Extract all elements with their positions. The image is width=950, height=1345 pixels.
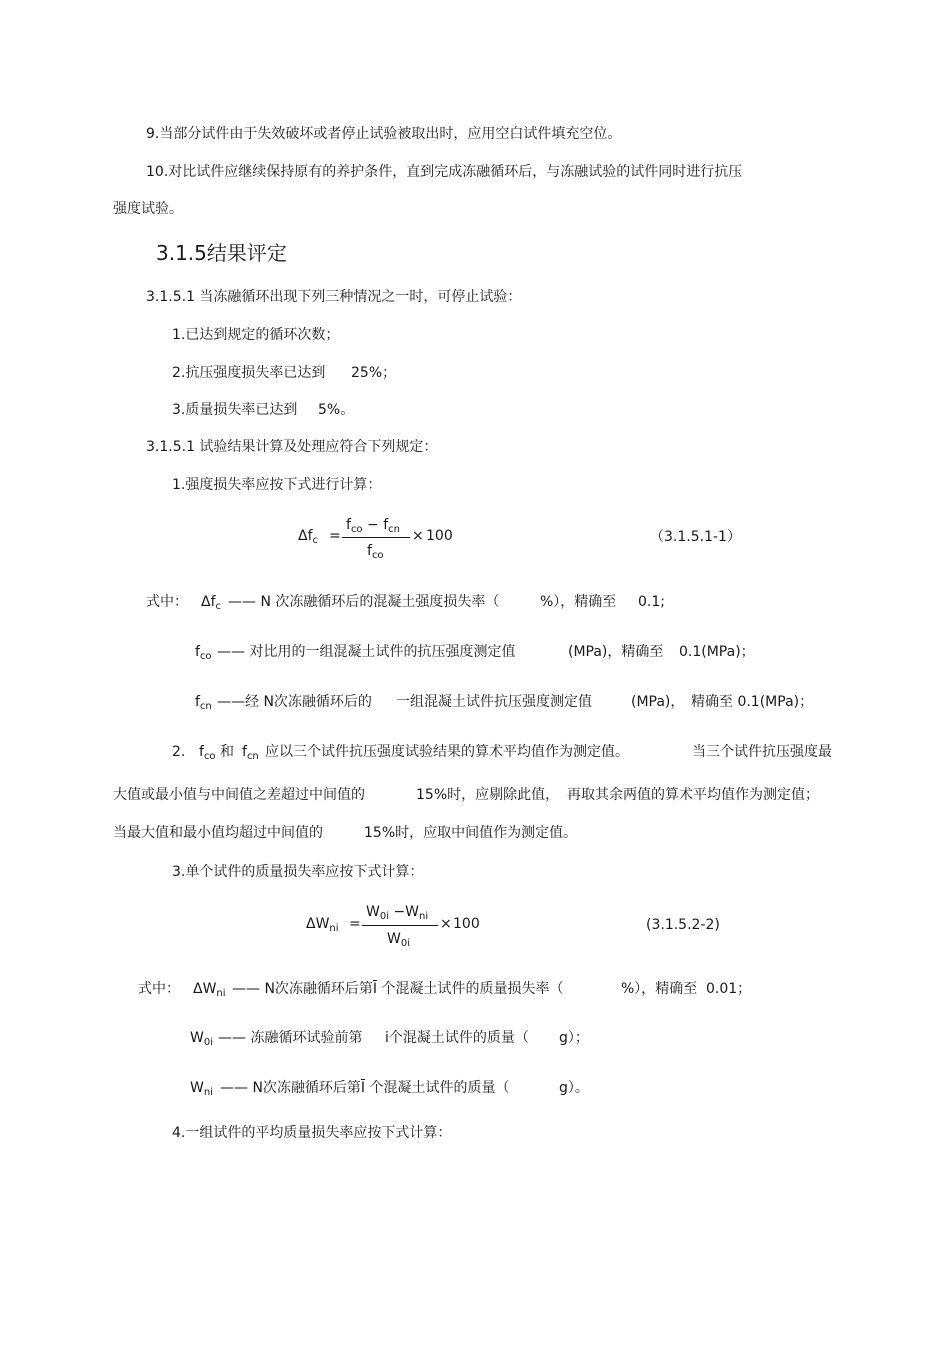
eq2-constant: 100 [453,916,480,932]
condition-3: 3.质量损失率已达到 [172,402,298,418]
clause-3-1-5-1-b: 3.1.5.1 试验结果计算及处理应符合下列规定： [146,439,438,455]
where3-text2: 一组混凝土试件抗压强度测定值 [396,694,592,710]
where3-text1: ——经 N次冻融循环后的 [217,694,372,710]
item-10-line1: 10.对比试件应继续保持原有的养护条件，直到完成冻融循环后，与冻融试验的试件同时进行抗压 [146,164,743,180]
eq2-numerator: $W_{0i} -W_{ni}$ [366,904,429,922]
where5-symbol: $W_{0i}$ [190,1030,213,1048]
condition-2-value: 25%； [351,365,397,381]
where1-symbol: $\Delta f_c$ [201,594,222,612]
where3-unit: (MPa)， [631,694,685,710]
item2-number: 2. [172,744,186,760]
calc-item-3: 3.单个试件的质量损失率应按下式计算： [172,864,424,880]
eq2-denominator: $W_{0i}$ [387,931,410,949]
eq2-label: (3.1.5.2-2) [646,917,720,933]
item2-symbol-fcn: $f_{cn}$ [242,744,259,762]
where-lead-2: 式中： [138,981,180,997]
eq1-equals: = [329,528,341,544]
eq1-denominator: $f_{co}$ [367,543,384,561]
eq2-lhs: $\Delta W_{ni}$ [306,916,339,934]
eq1-numerator: $f_{co} - f_{cn}$ [346,517,400,535]
where1-unit: %），精确至 [540,594,617,610]
where6-unit: g）。 [559,1080,589,1096]
calc-item-1: 1.强度损失率应按下式进行计算： [172,477,382,493]
where1-precision: 0.1; [638,594,665,610]
where4-precision: 0.01； [706,981,752,997]
eq1-label: （3.1.5.1-1） [650,529,741,545]
where2-unit: (MPa)，精确至 [568,644,664,660]
eq2-equals: = [349,916,361,932]
where1-text: —— N 次冻融循环后的混凝土强度损失率（ [228,594,500,610]
item-10-line2: 强度试验。 [113,201,183,217]
item2-line3-a: 当最大值和最小值均超过中间值的 [113,825,323,841]
eq1-constant: 100 [426,528,453,544]
where4-unit: %），精确至 [621,981,698,997]
where2-symbol: $f_{co}$ [195,644,212,662]
item2-line2-c: 再取其余两值的算术平均值作为测定值； [567,787,819,803]
item2-line2-a: 大值或最小值与中间值之差超过中间值的 [113,787,365,803]
item2-and: 和 [220,744,234,760]
where6-text: —— N次冻融循环后第Ī 个混凝土试件的质量（ [220,1080,510,1096]
eq1-lhs: $\Delta f_c$ [298,528,319,546]
eq1-fraction-bar [342,537,410,538]
item2-tail: 当三个试件抗压强度最 [692,744,832,760]
item-9: 9.当部分试件由于失效破坏或者停止试验被取出时，应用空白试件填充空位。 [146,126,622,142]
item2-line2-b: 15%时，应剔除此值， [416,787,560,803]
item2-line3-b: 15%时，应取中间值作为测定值。 [364,825,578,841]
where2-precision: 0.1(MPa)； [679,644,755,660]
eq1-times: × [412,528,424,544]
eq2-times: × [440,916,452,932]
clause-3-1-5-1-a: 3.1.5.1 当冻融循环出现下列三种情况之一时，可停止试验： [146,289,522,305]
where5-text: —— 冻融循环试验前第 [218,1030,363,1046]
where-lead-1: 式中： [146,594,188,610]
section-heading: 3.1.5结果评定 [156,241,287,265]
condition-2: 2.抗压强度损失率已达到 [172,365,326,381]
item2-text: 应以三个试件抗压强度试验结果的算术平均值作为测定值。 [265,744,629,760]
where3-precision: 精确至 0.1(MPa)； [691,694,814,710]
where2-text: —— 对比用的一组混凝土试件的抗压强度测定值 [217,644,516,660]
calc-item-4: 4.一组试件的平均质量损失率应按下式计算： [172,1125,452,1141]
eq2-fraction-bar [362,925,438,926]
condition-1: 1.已达到规定的循环次数； [172,327,340,343]
item2-symbol-fco: $f_{co}$ [199,744,216,762]
where4-symbol: $\Delta W_{ni}$ [193,981,226,999]
condition-3-value: 5%。 [318,402,355,418]
where5-unit: g）； [559,1030,589,1046]
where5-text2: i个混凝土试件的质量（ [385,1030,529,1046]
where4-text: —— N次冻融循环后第Ī 个混凝土试件的质量损失率（ [232,981,564,997]
where6-symbol: $W_{ni}$ [190,1080,213,1098]
where3-symbol: $f_{cn}$ [195,694,212,712]
